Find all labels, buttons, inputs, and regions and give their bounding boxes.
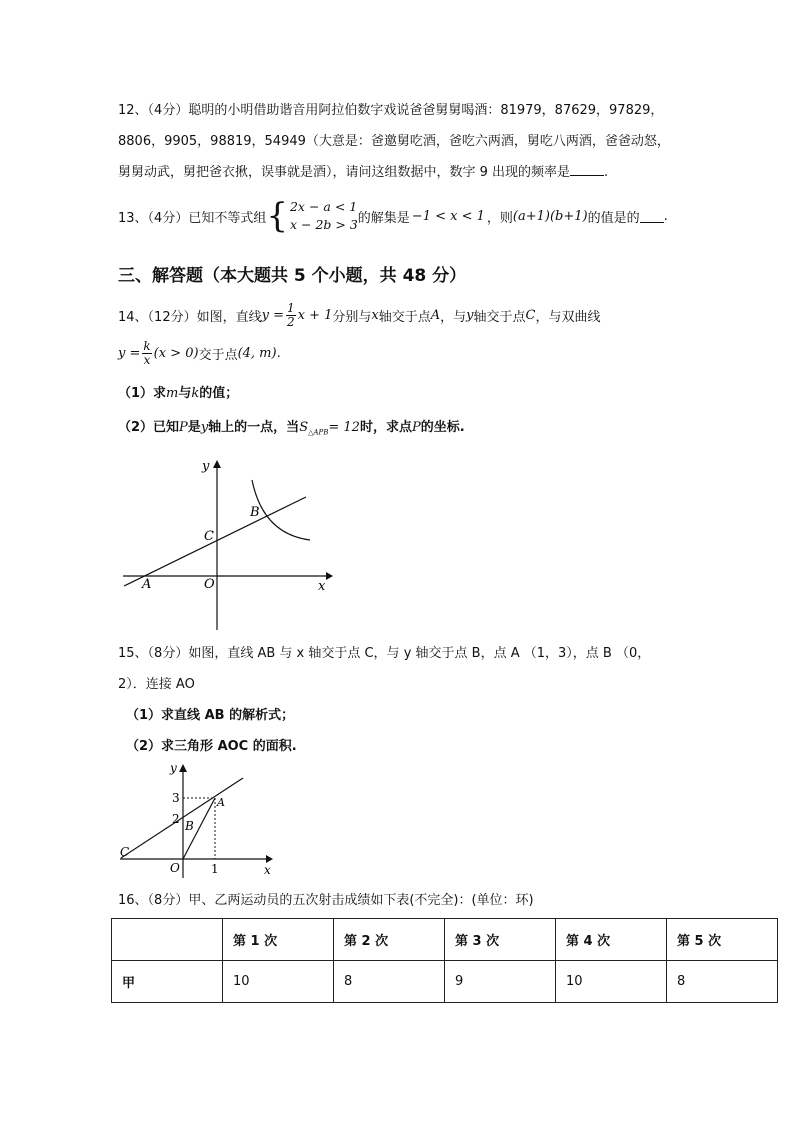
label-a: A xyxy=(142,577,152,592)
q14-sub1 xyxy=(118,384,238,404)
hyp-cond: (x > 0) xyxy=(153,346,199,361)
label-c: C xyxy=(204,529,214,544)
score-table xyxy=(111,918,778,1003)
q14-yvar: y xyxy=(466,308,474,323)
q13-end: . xyxy=(663,208,668,224)
label-y: y xyxy=(170,761,177,775)
frac-num: 1 xyxy=(286,301,295,315)
table-header-cell: 第 4 次 xyxy=(556,919,667,961)
table-cell-name: 甲 xyxy=(112,961,223,1003)
q14-figure xyxy=(118,452,338,632)
y-axis-arrow-icon xyxy=(179,764,187,772)
table-cell: 8 xyxy=(334,961,445,1003)
q12-line1: 12、（4分）聪明的小明借助谐音用阿拉伯数字戏说爸爸舅舅喝酒：81979，87629，97829， xyxy=(118,103,664,118)
q15-sub1: （1）求直线 AB 的解析式； xyxy=(126,708,295,723)
q13-suffix: 的值是的 xyxy=(587,210,640,226)
label-o: O xyxy=(204,577,215,592)
q13-middle: 的解集是 xyxy=(357,210,410,226)
q14-sub1-m: m xyxy=(166,386,179,401)
fraction-k-over-x xyxy=(142,340,151,367)
label-a: A xyxy=(217,796,225,809)
hyp-y: y = xyxy=(118,346,141,361)
label-b: B xyxy=(250,505,260,520)
line-ac xyxy=(124,497,306,586)
q13-answer-blank xyxy=(640,210,664,223)
label-b: B xyxy=(185,819,194,833)
fraction-half xyxy=(286,302,296,329)
q14-sub1-k: k xyxy=(191,386,200,401)
x-axis-arrow-icon xyxy=(326,572,333,580)
label-x: x xyxy=(264,863,271,877)
table-header-row xyxy=(112,919,778,961)
tick-1: 1 xyxy=(211,862,219,876)
line-ab xyxy=(121,778,243,858)
q15-figure xyxy=(118,760,278,878)
tick-3: 3 xyxy=(172,791,180,805)
q14-text-7: 交于点 xyxy=(198,348,238,363)
q12-answer-blank xyxy=(570,163,604,176)
q14-xvar: x xyxy=(371,308,379,323)
inequality-system xyxy=(266,196,357,236)
q12-line3-text: 舅舅动武，舅把爸衣揪，误事就是酒），请问这组数据中，数字 9 出现的频率是 xyxy=(118,165,571,180)
q13-range: −1 < x < 1 xyxy=(411,208,485,224)
table-header-cell: 第 5 次 xyxy=(667,919,778,961)
label-y: y xyxy=(202,459,210,474)
q15-sub2: （2）求三角形 AOC 的面积. xyxy=(126,739,297,754)
q14-sub2-a: （2）已知 xyxy=(118,420,180,435)
q12-line2: 8806，9905，98819，54949（大意是：爸邀舅吃酒，爸吃六两酒，舅吃八两酒，爸爸动怒， xyxy=(118,134,670,149)
q14-point-c: C xyxy=(525,308,536,323)
q16-line: 16、（8分）甲、乙两运动员的五次射击成绩如下表(不完全)：(单位：环) xyxy=(118,893,534,908)
q14-sub2-eq: = 12 xyxy=(328,420,360,435)
q12-line3 xyxy=(118,163,608,183)
q14-sub1-b: 与 xyxy=(178,386,192,401)
q14-eq-rest: x + 1 xyxy=(297,308,333,323)
q13 xyxy=(118,196,668,236)
frac-den: 2 xyxy=(286,315,295,329)
label-c: C xyxy=(120,845,130,859)
q14-line2 xyxy=(118,340,281,367)
table-header-cell: 第 1 次 xyxy=(223,919,334,961)
q13-row1: 2x − a < 1 xyxy=(289,199,358,214)
table-cell: 9 xyxy=(445,961,556,1003)
q14-sub2-p: P xyxy=(179,420,188,435)
hyp-den: x xyxy=(143,353,151,367)
tick-2: 2 xyxy=(172,812,180,826)
q15-line2: 2）．连接 AO xyxy=(118,677,195,692)
q14-sub1-a: （1）求 xyxy=(118,386,167,401)
q14-text-3: 轴交于点 xyxy=(378,310,431,325)
q14-sub2-s: S xyxy=(299,420,309,435)
q14-sub2-d: 时，求点 xyxy=(359,420,412,435)
table-row xyxy=(112,961,778,1003)
q14-sub1-c: 的值； xyxy=(199,386,239,401)
q12-line3-end: . xyxy=(604,165,609,180)
q14-text-4: ，与 xyxy=(440,310,467,325)
q14-sub2-p2: P xyxy=(411,420,421,435)
label-x: x xyxy=(318,579,326,594)
q14-sub2-y: y xyxy=(200,420,209,435)
table-header-cell xyxy=(112,919,223,961)
q14-sub2-e: 的坐标. xyxy=(420,420,465,435)
q14-sub2-sub: △APB xyxy=(308,428,329,437)
table-header-cell: 第 2 次 xyxy=(334,919,445,961)
q14-text-6: ，与双曲线 xyxy=(535,310,601,325)
q14-point-a: A xyxy=(430,308,441,323)
q13-row2: x − 2b > 3 xyxy=(289,217,358,232)
q14-text-8: . xyxy=(276,346,281,361)
table-cell: 10 xyxy=(556,961,667,1003)
q14-line1 xyxy=(118,302,601,329)
q14-text-5: 轴交于点 xyxy=(473,310,526,325)
q14-text-2: 分别与 xyxy=(332,310,372,325)
q15-line1: 15、（8分）如图，直线 AB 与 x 轴交于点 C，与 y 轴交于点 B，点 A （1，3），点 B （0， xyxy=(118,646,651,661)
q14-sub2-c: 轴上的一点，当 xyxy=(208,420,300,435)
section-title: 三、解答题（本大题共 5 个小题，共 48 分） xyxy=(118,266,467,286)
brace-icon: { xyxy=(266,196,288,236)
q13-after: ，则 xyxy=(486,210,513,226)
label-o: O xyxy=(170,861,180,875)
y-axis-arrow-icon xyxy=(213,460,221,468)
hyperbola-curve xyxy=(252,480,310,540)
q13-expr: (a+1)(b+1) xyxy=(512,208,588,224)
table-header-cell: 第 3 次 xyxy=(445,919,556,961)
table-cell: 10 xyxy=(223,961,334,1003)
q14-text-1: 14、（12分）如图，直线 xyxy=(118,310,262,325)
q14-sub2-b: 是 xyxy=(187,420,201,435)
q14-sub2 xyxy=(118,418,465,443)
q13-prefix: 13、（4分）已知不等式组 xyxy=(118,210,267,226)
hyp-num: k xyxy=(143,339,151,353)
q14-eq-y: y = xyxy=(261,308,284,323)
x-axis-arrow-icon xyxy=(266,855,273,863)
table-cell: 8 xyxy=(667,961,778,1003)
q14-point-b-coords: (4, m) xyxy=(237,346,277,361)
